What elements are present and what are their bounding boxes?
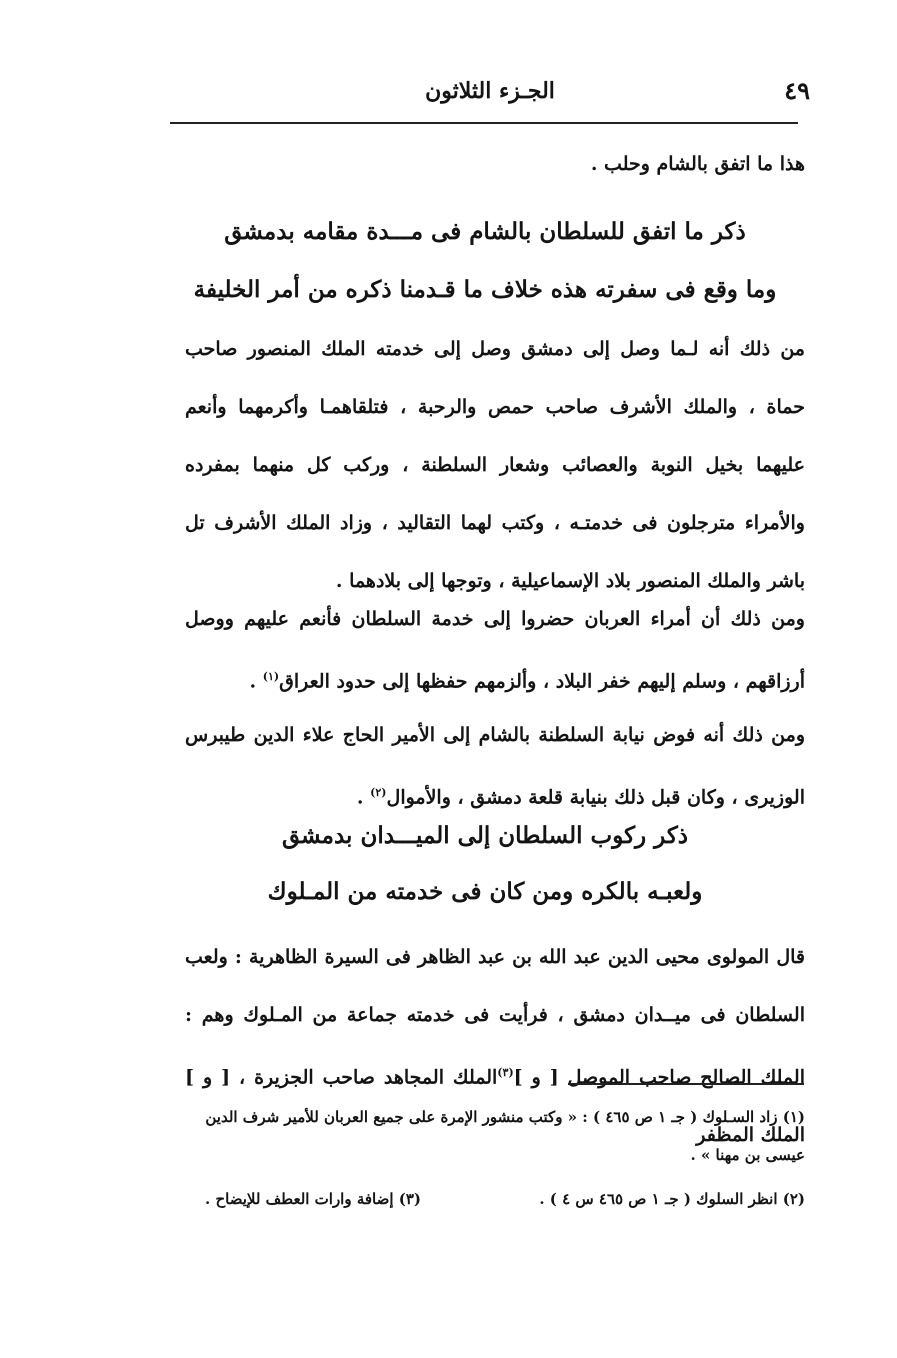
paragraph-2-text: ومن ذلك أن أمراء العربان حضروا إلى خدمة السلطان فأنعم عليهم ووصل أرزاقهم ، وسلم إليهم خفر البلاد ، وألزمهم حفظها إلى حدود العراق [185, 608, 805, 693]
footnote-marker-1: (١) [262, 670, 280, 683]
page-header [170, 74, 810, 118]
header-rule [170, 122, 798, 124]
paragraph-2-end: . [249, 670, 263, 693]
paragraph-4-text: قال المولوى محيى الدين عبد الله بن عبد الظاهر فى السيرة الظاهرية : ولعب السلطان فى ميــدان دمشق ، فرأيت فى خدمته جماعة من المـلوك وهم : الملك الصالح صاحب الموصل [ و ] [185, 946, 805, 1089]
footnote-marker-3: (٣) [497, 1066, 514, 1079]
footnote-1: (١) زاد السـلوك ( جـ ١ ص ٤٦٥ ) : « وكتب منشور الإمرة على جميع العربان للأمير شرف الدين عيسى بن مهنا » . [205, 1108, 805, 1164]
footnote-rule [568, 1083, 804, 1085]
section-heading-2-line-2: ولعبـه بالكره ومن كان فى خدمته من المـلوك [267, 878, 703, 905]
section-heading-2-line-1: ذكر ركوب السلطان إلى الميـــدان بدمشق [281, 822, 689, 849]
footnote-row [205, 1190, 805, 1208]
section-heading-1-line-2: وما وقع فى سفرته هذه خلاف ما قـدمنا ذكره من أمر الخليفة [193, 276, 777, 303]
section-heading-1-line-1: ذكر ما اتفق للسلطان بالشام فى مـــدة مقامه بدمشق [224, 218, 746, 245]
paragraph-3-text: ومن ذلك أنه فوض نيابة السلطنة بالشام إلى الأمير الحاج علاء الدين طيبرس الوزيرى ، وكان قبل ذلك بنيابة قلعة دمشق ، والأموال [185, 724, 805, 809]
paragraph-3 [185, 706, 805, 826]
paragraph-1: من ذلك أنه لـما وصل إلى دمشق وصل إلى خدمته الملك المنصور صاحب حماة ، والملك الأشرف صاحب حمص والرحبة ، فتلقاهمـا وأكرمهما وأنعم عليهما بخيل النوبة والعصائب وشعار السلطنة ، وركب كل منهما بمفرده والأمراء مترجلون فى خدمتـه ، وكتب لهما التقاليد ، وزاد الملك الأشرف تل باشر والملك المنصور بلاد الإسماعيلية ، وتوجها إلى بلادهما . [185, 338, 805, 592]
footnote-3: (٣) إضافة وارات العطف للإيضاح . [205, 1190, 421, 1208]
intro-line: هذا ما اتفق بالشام وحلب . [590, 153, 805, 175]
footnote-2: (٢) انظر السلوك ( جـ ١ ص ٤٦٥ س ٤ ) . [539, 1190, 805, 1208]
paragraph-2 [185, 590, 805, 710]
paragraph-3-end: . [356, 786, 371, 809]
page-number: ٤٩ [784, 76, 810, 105]
running-title: الجـزء الثلاثون [425, 78, 555, 104]
paragraph-4-text-end: الملك المجاهد صاحب الجزيرة ، [ و ] الملك المظفر [185, 1066, 805, 1147]
footnote-marker-2: (٢) [370, 786, 387, 799]
